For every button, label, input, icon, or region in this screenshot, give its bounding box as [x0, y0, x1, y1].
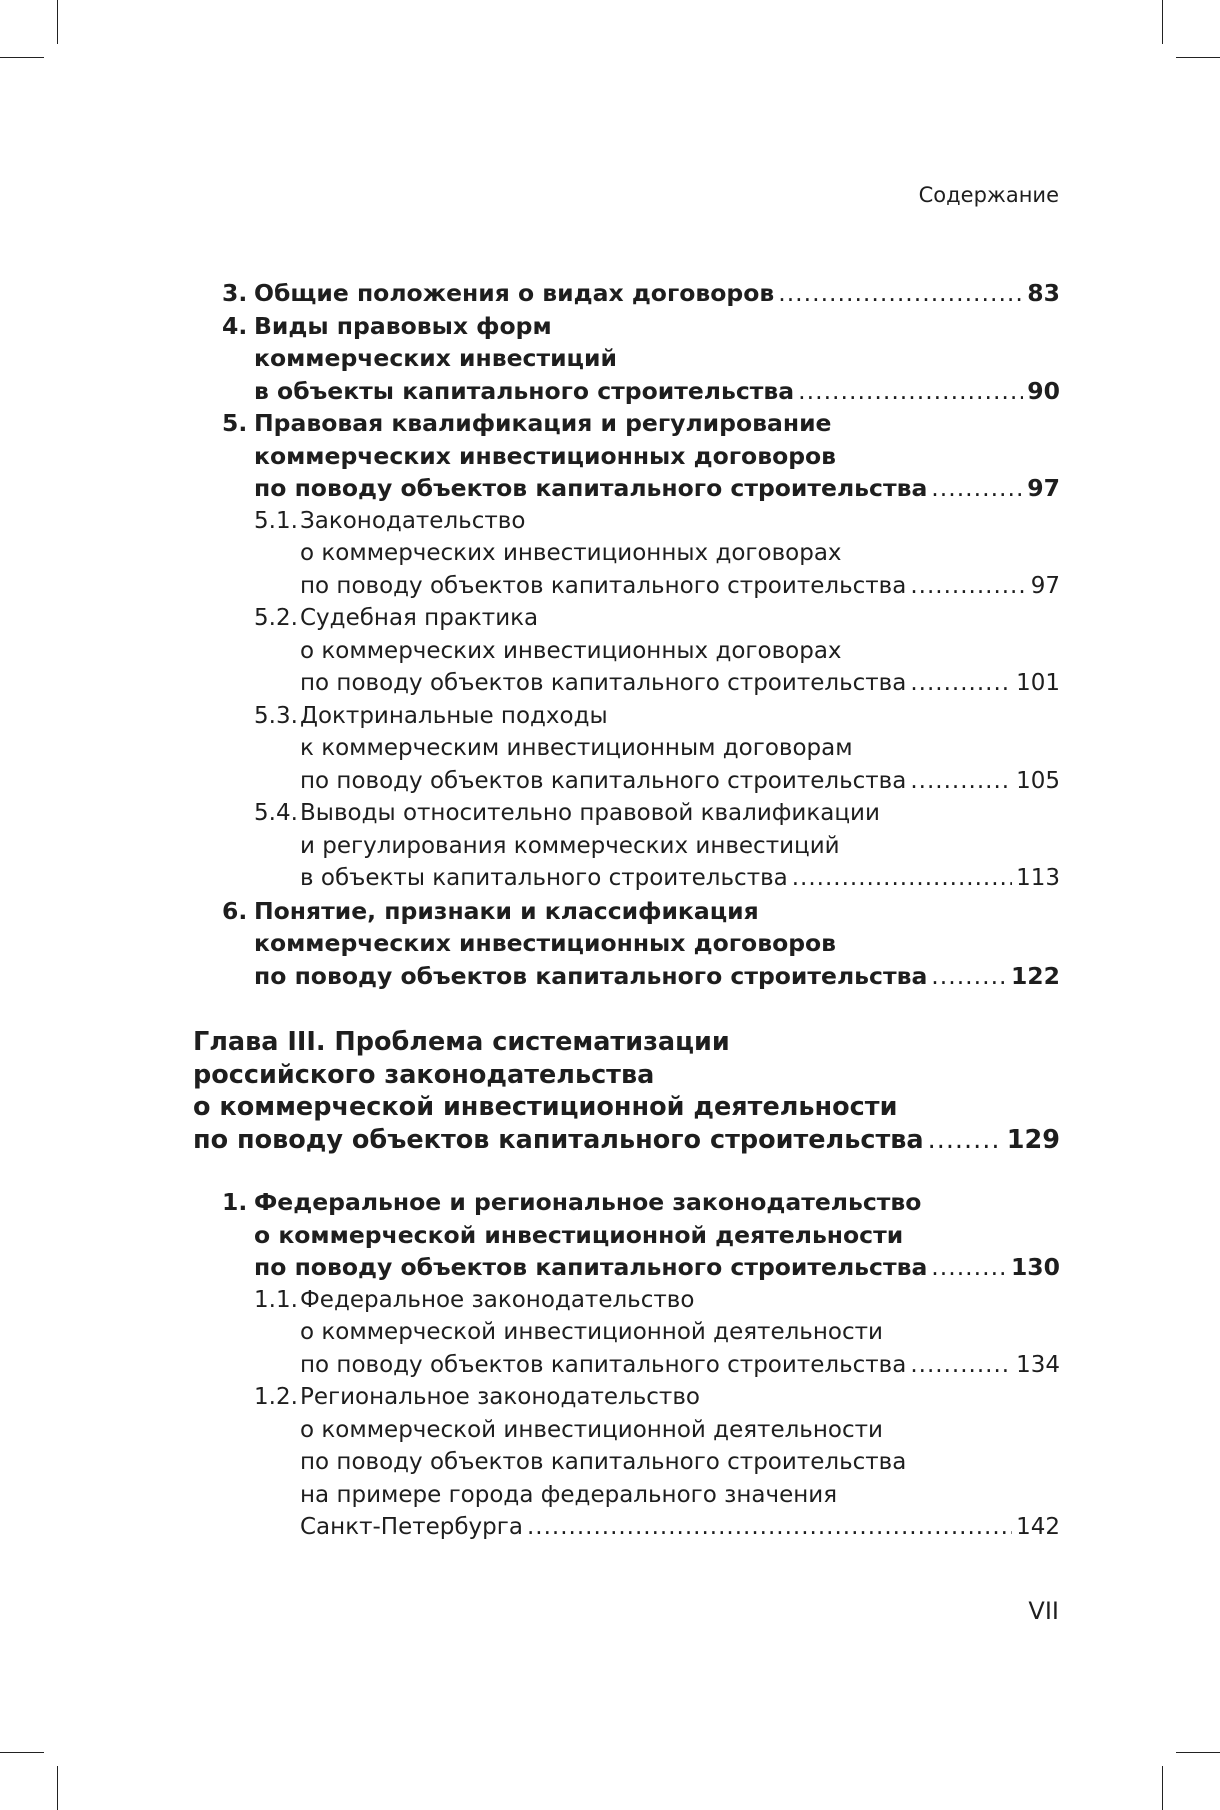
- toc-entry-title-line: Понятие, признаки и классификация: [254, 896, 759, 925]
- toc-subentry[interactable]: [0, 797, 1220, 895]
- crop-mark: [0, 57, 44, 58]
- toc-entry-title-line: по поводу объектов капитального строительства: [254, 1253, 928, 1281]
- leader-dots: [798, 375, 1023, 408]
- toc-subentry-page: 113: [1016, 865, 1060, 891]
- toc-entry-page: 122: [1010, 961, 1060, 990]
- table-of-contents: [0, 277, 1220, 1544]
- toc-entry-page: 130: [1010, 1253, 1060, 1281]
- toc-subentry-page: 105: [1016, 767, 1060, 794]
- toc-subentry-page: 142: [1016, 1514, 1060, 1540]
- toc-chapter-title-line: российского законодательства: [193, 1059, 655, 1090]
- toc-subentry-page: 134: [1016, 1351, 1060, 1378]
- toc-subentry-number: 5.2.: [254, 605, 298, 631]
- leader-dots: [910, 667, 1012, 700]
- toc-subentry[interactable]: [0, 1381, 1220, 1544]
- toc-subentry-title-line: о коммерческих инвестиционных договорах: [300, 637, 842, 664]
- crop-mark: [0, 1752, 44, 1753]
- leader-dots: [792, 862, 1012, 895]
- toc-entry-number: 1.: [222, 1188, 248, 1216]
- toc-entry-title-line: по поводу объектов капитального строительства: [254, 474, 928, 502]
- toc-entry-page: 90: [1027, 376, 1060, 405]
- toc-entry[interactable]: [0, 895, 1220, 993]
- toc-entry-title-line: коммерческих инвестиций: [254, 344, 617, 372]
- leader-dots: [931, 960, 1007, 993]
- toc-subentry-title-line: по поводу объектов капитального строительства: [300, 1449, 907, 1475]
- toc-subentry-title-line: по поводу объектов капитального строительства: [300, 670, 907, 696]
- leader-dots: [527, 1511, 1012, 1544]
- toc-chapter-title-line: о коммерческой инвестиционной деятельности: [193, 1092, 898, 1122]
- running-head: Содержание: [918, 183, 1059, 207]
- toc-entry-title-line: Федеральное и региональное законодательство: [254, 1188, 922, 1216]
- toc-entry-number: 4.: [222, 311, 248, 340]
- toc-entry-number: 3.: [222, 279, 248, 307]
- toc-subentry-title-line: по поводу объектов капитального строительства: [300, 572, 907, 599]
- toc-entry-number: 6.: [222, 896, 248, 925]
- toc-subentry[interactable]: [0, 700, 1220, 798]
- toc-entry-title-line: в объекты капитального строительства: [254, 376, 795, 405]
- toc-subentry-title-line: на примере города федерального значения: [300, 1481, 838, 1508]
- toc-subentry-page: 97: [1030, 572, 1060, 599]
- toc-subentry-title-line: Судебная практика: [300, 605, 539, 631]
- toc-subentry-title-line: к коммерческим инвестиционным договорам: [300, 735, 853, 761]
- toc-entry[interactable]: [0, 407, 1220, 505]
- toc-subentry-number: 5.4.: [254, 800, 298, 826]
- toc-entry-title-line: коммерческих инвестиционных договоров: [254, 441, 837, 470]
- leader-dots: [931, 1251, 1007, 1284]
- toc-subentry-title-line: о коммерческой инвестиционной деятельности: [300, 1319, 883, 1345]
- toc-subentry-number: 5.1.: [254, 507, 298, 534]
- toc-entry[interactable]: [0, 277, 1220, 310]
- leader-dots: [931, 472, 1023, 505]
- toc-entry-page: 83: [1027, 279, 1060, 307]
- crop-mark: [57, 0, 58, 44]
- toc-subentry[interactable]: [0, 1284, 1220, 1382]
- toc-entry[interactable]: [0, 310, 1220, 408]
- toc-subentry-title-line: по поводу объектов капитального строительства: [300, 1351, 907, 1378]
- toc-chapter[interactable]: [0, 1026, 1220, 1156]
- toc-subentry[interactable]: [0, 505, 1220, 603]
- leader-dots: [910, 570, 1026, 603]
- toc-subentry-title-line: Выводы относительно правовой квалификации: [300, 800, 880, 826]
- page-number: VII: [1028, 1597, 1059, 1625]
- toc-subentry-title-line: по поводу объектов капитального строительства: [300, 767, 907, 794]
- leader-dots: [910, 1349, 1012, 1382]
- toc-entry-title-line: о коммерческой инвестиционной деятельности: [254, 1220, 904, 1249]
- toc-entry-title-line: коммерческих инвестиционных договоров: [254, 929, 837, 957]
- leader-dots: [778, 277, 1023, 310]
- toc-entry-title-line: Виды правовых форм: [254, 311, 552, 340]
- toc-subentry-title-line: о коммерческих инвестиционных договорах: [300, 540, 842, 566]
- toc-entry-page: 97: [1027, 474, 1060, 502]
- leader-dots: [910, 765, 1012, 798]
- toc-entry-title-line: по поводу объектов капитального строительства: [254, 961, 928, 990]
- toc-subentry-title-line: о коммерческой инвестиционной деятельности: [300, 1416, 883, 1443]
- toc-chapter-page: 129: [1006, 1124, 1060, 1155]
- toc-subentry-number: 1.1.: [254, 1286, 298, 1313]
- toc-subentry-title-line: Законодательство: [300, 507, 526, 534]
- toc-subentry-title-line: Федеральное законодательство: [300, 1286, 695, 1313]
- toc-subentry-title-line: Доктринальные подходы: [300, 702, 608, 729]
- crop-mark: [1176, 57, 1220, 58]
- toc-chapter-title-line: по поводу объектов капитального строительства: [193, 1124, 924, 1155]
- toc-entry-title-line: Правовая квалификация и регулирование: [254, 409, 832, 437]
- toc-subentry-title-line: и регулирования коммерческих инвестиций: [300, 832, 840, 859]
- crop-mark: [1176, 1752, 1220, 1753]
- toc-subentry-title-line: в объекты капитального строительства: [300, 865, 788, 891]
- crop-mark: [57, 1766, 58, 1810]
- toc-subentry-page: 101: [1016, 670, 1060, 696]
- toc-subentry[interactable]: [0, 602, 1220, 700]
- toc-entry-number: 5.: [222, 409, 248, 437]
- crop-mark: [1162, 1766, 1163, 1810]
- toc-subentry-number: 5.3.: [254, 702, 298, 729]
- toc-chapter-title-line: Глава III. Проблема систематизации: [193, 1027, 730, 1057]
- toc-subentry-title-line: Санкт-Петербурга: [300, 1514, 523, 1540]
- toc-subentry-number: 1.2.: [254, 1384, 298, 1410]
- toc-subentry-title-line: Региональное законодательство: [300, 1384, 700, 1410]
- crop-mark: [1162, 0, 1163, 44]
- toc-entry-title: Общие положения о видах договоров: [254, 279, 775, 307]
- leader-dots: [928, 1124, 1003, 1157]
- toc-entry[interactable]: [0, 1186, 1220, 1284]
